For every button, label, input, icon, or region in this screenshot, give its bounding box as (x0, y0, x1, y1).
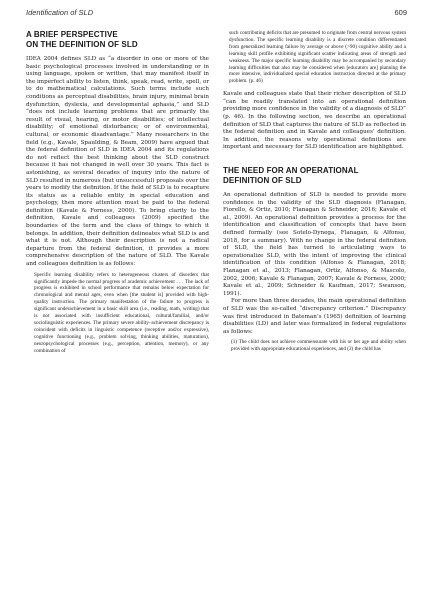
block-quote-continued: such contributing deficits that are presumed to originate from central nervous system dysfunction. The specific learning disability is a discrete condition differentiated from generalized learning failure by average or above (>90) cognitive ability and a learning skill profile exhibiting significant scatter indicating areas of strength and weakness. The major specific learning disability may be accompanied by secondary learning difficulties that also may be considered when [educators are] planning the more intensive, individualized special education instruction directed at the primary problem. (p. 46) (229, 30, 406, 85)
heading-line: ON THE DEFINITION OF SLD (26, 39, 138, 49)
heading-line: THE NEED FOR AN OPERATIONAL (223, 166, 359, 175)
body-paragraph: An operational definition of SLD is needed to provide more confidence in the validity of the SLD diagnosis (Flanagan, Fiorello, & Ortiz, 2010; Flanagan & Schneider, 2016; Kavale et al., 2009). An operational definition provides a process for the identification and classification of concepts that have been defined formally (see Sotelo-Dynega, Flanagan, & Alfonso, 2018, for a summary). With no change in the federal definition of SLD, the field has turned to articulating ways to operationalize SLD, with the intent of improving the clinical identification of this condition (Alfonso & Flanagan, 2018; Flanagan et al., 2013; Flanagan, Ortiz, Alfonso, & Mascolo, 2002, 2006; Kavale & Flanagan, 2007; Kavale & Forness, 2000; Kavale et al., 2009; Schneider & Kaufman, 2017; Swanson, 1991). (223, 192, 406, 297)
body-paragraph: IDEA 2004 defines SLD as “a disorder in one or more of the basic psychological processes involved in understanding or in using language, spoken or written, that may manifest itself in the imperfect ability to listen, think, speak, read, write, spell, or to do mathematical calculations. Such terms include such conditions as perceptual disabilities, brain injury, minimal brain dysfunction, dyslexia, and developmental aphasia,” and SLD “does not include learning problems that are primarily the result of visual, hearing, or motor disabilities; of intellectual disability; of emotional disturbance; or of environmental, cultural, or economic disadvantage.” Many researchers in the field (e.g., Kavale, Spaulding, & Beam, 2009) have argued that the federal definition of SLD in IDEA 2004 and its regulations do not reflect the best thinking about the SLD construct because it has not changed in well over 30 years. This fact is astonishing, as several decades of inquiry into the nature of SLD resulted in numerous (but unsuccessful) proposals over the years to modify the definition. If the field of SLD is to recapture its status as a reliable entity in special education and psychology, then more attention must be paid to the federal definition (Kavale & Forness, 2000). To bring clarity to the definition, Kavale and colleagues (2009) specified the boundaries of the term and the class of things to which it belongs. In addition, their definition delineates what SLD is and what it is not. Although their description is not a radical departure from the federal definition, it provides a more comprehensive description of the nature of SLD. The Kavale and colleagues definition is as follows: (26, 56, 209, 268)
heading-line: DEFINITION OF SLD (223, 175, 302, 185)
section-heading-brief-perspective (26, 30, 209, 49)
left-column (26, 30, 209, 355)
two-column-body (26, 30, 407, 355)
right-column (223, 30, 406, 355)
running-head-title: Identification of SLD (26, 8, 94, 17)
block-quote: (1) The child does not achieve commensurate with his or her age and ability when provided with appropriate educational experiences, and (2) the child has (231, 339, 406, 353)
block-quote: Specific learning disability refers to heterogeneous clusters of disorders that significantly impede the normal progress of academic achievement . . . The lack of progress is exhibited in school performance that remains below expectation for chronological and mental ages, even when [the student is] provided with high-quality instruction. The primary manifestation of the failure to progress is significant underachievement in a basic skill area (i.e., reading, math, writing) that is not associated with insufficient educational, cultural/familial, and/or sociolinguistic experiences. The primary severe ability–achievement discrepancy is coincident with deficits in linguistic competence (receptive and/or expressive), cognitive functioning (e.g., problem solving, thinking abilities, maturation), neuropsychological processes (e.g., perception, attention, memory), or any combination of (34, 271, 209, 354)
body-paragraph: Kavale and colleagues state that their richer description of SLD “can be readily translated into an operational definition providing more confidence in the validity of a diagnosis of SLD” (p. 46). In the following section, we describe an operational definition of SLD that captures the nature of SLD as reflected in the federal definition and in Kavale and colleagues’ definition. In addition, the reasons why operational definitions are important and necessary for SLD identification are highlighted. (223, 91, 406, 151)
running-head (26, 8, 407, 20)
body-paragraph: For more than three decades, the main operational definition of SLD was the so-called “discrepancy criterion.” Discrepancy was first introduced in Bateman’s (1965) definition of learning disabilities (LD) and later was formalized in federal regulations as follows: (223, 298, 406, 335)
section-heading-need-for-operational-definition (223, 166, 406, 185)
heading-line: A BRIEF PERSPECTIVE (26, 30, 118, 39)
page-number: 609 (394, 8, 407, 17)
